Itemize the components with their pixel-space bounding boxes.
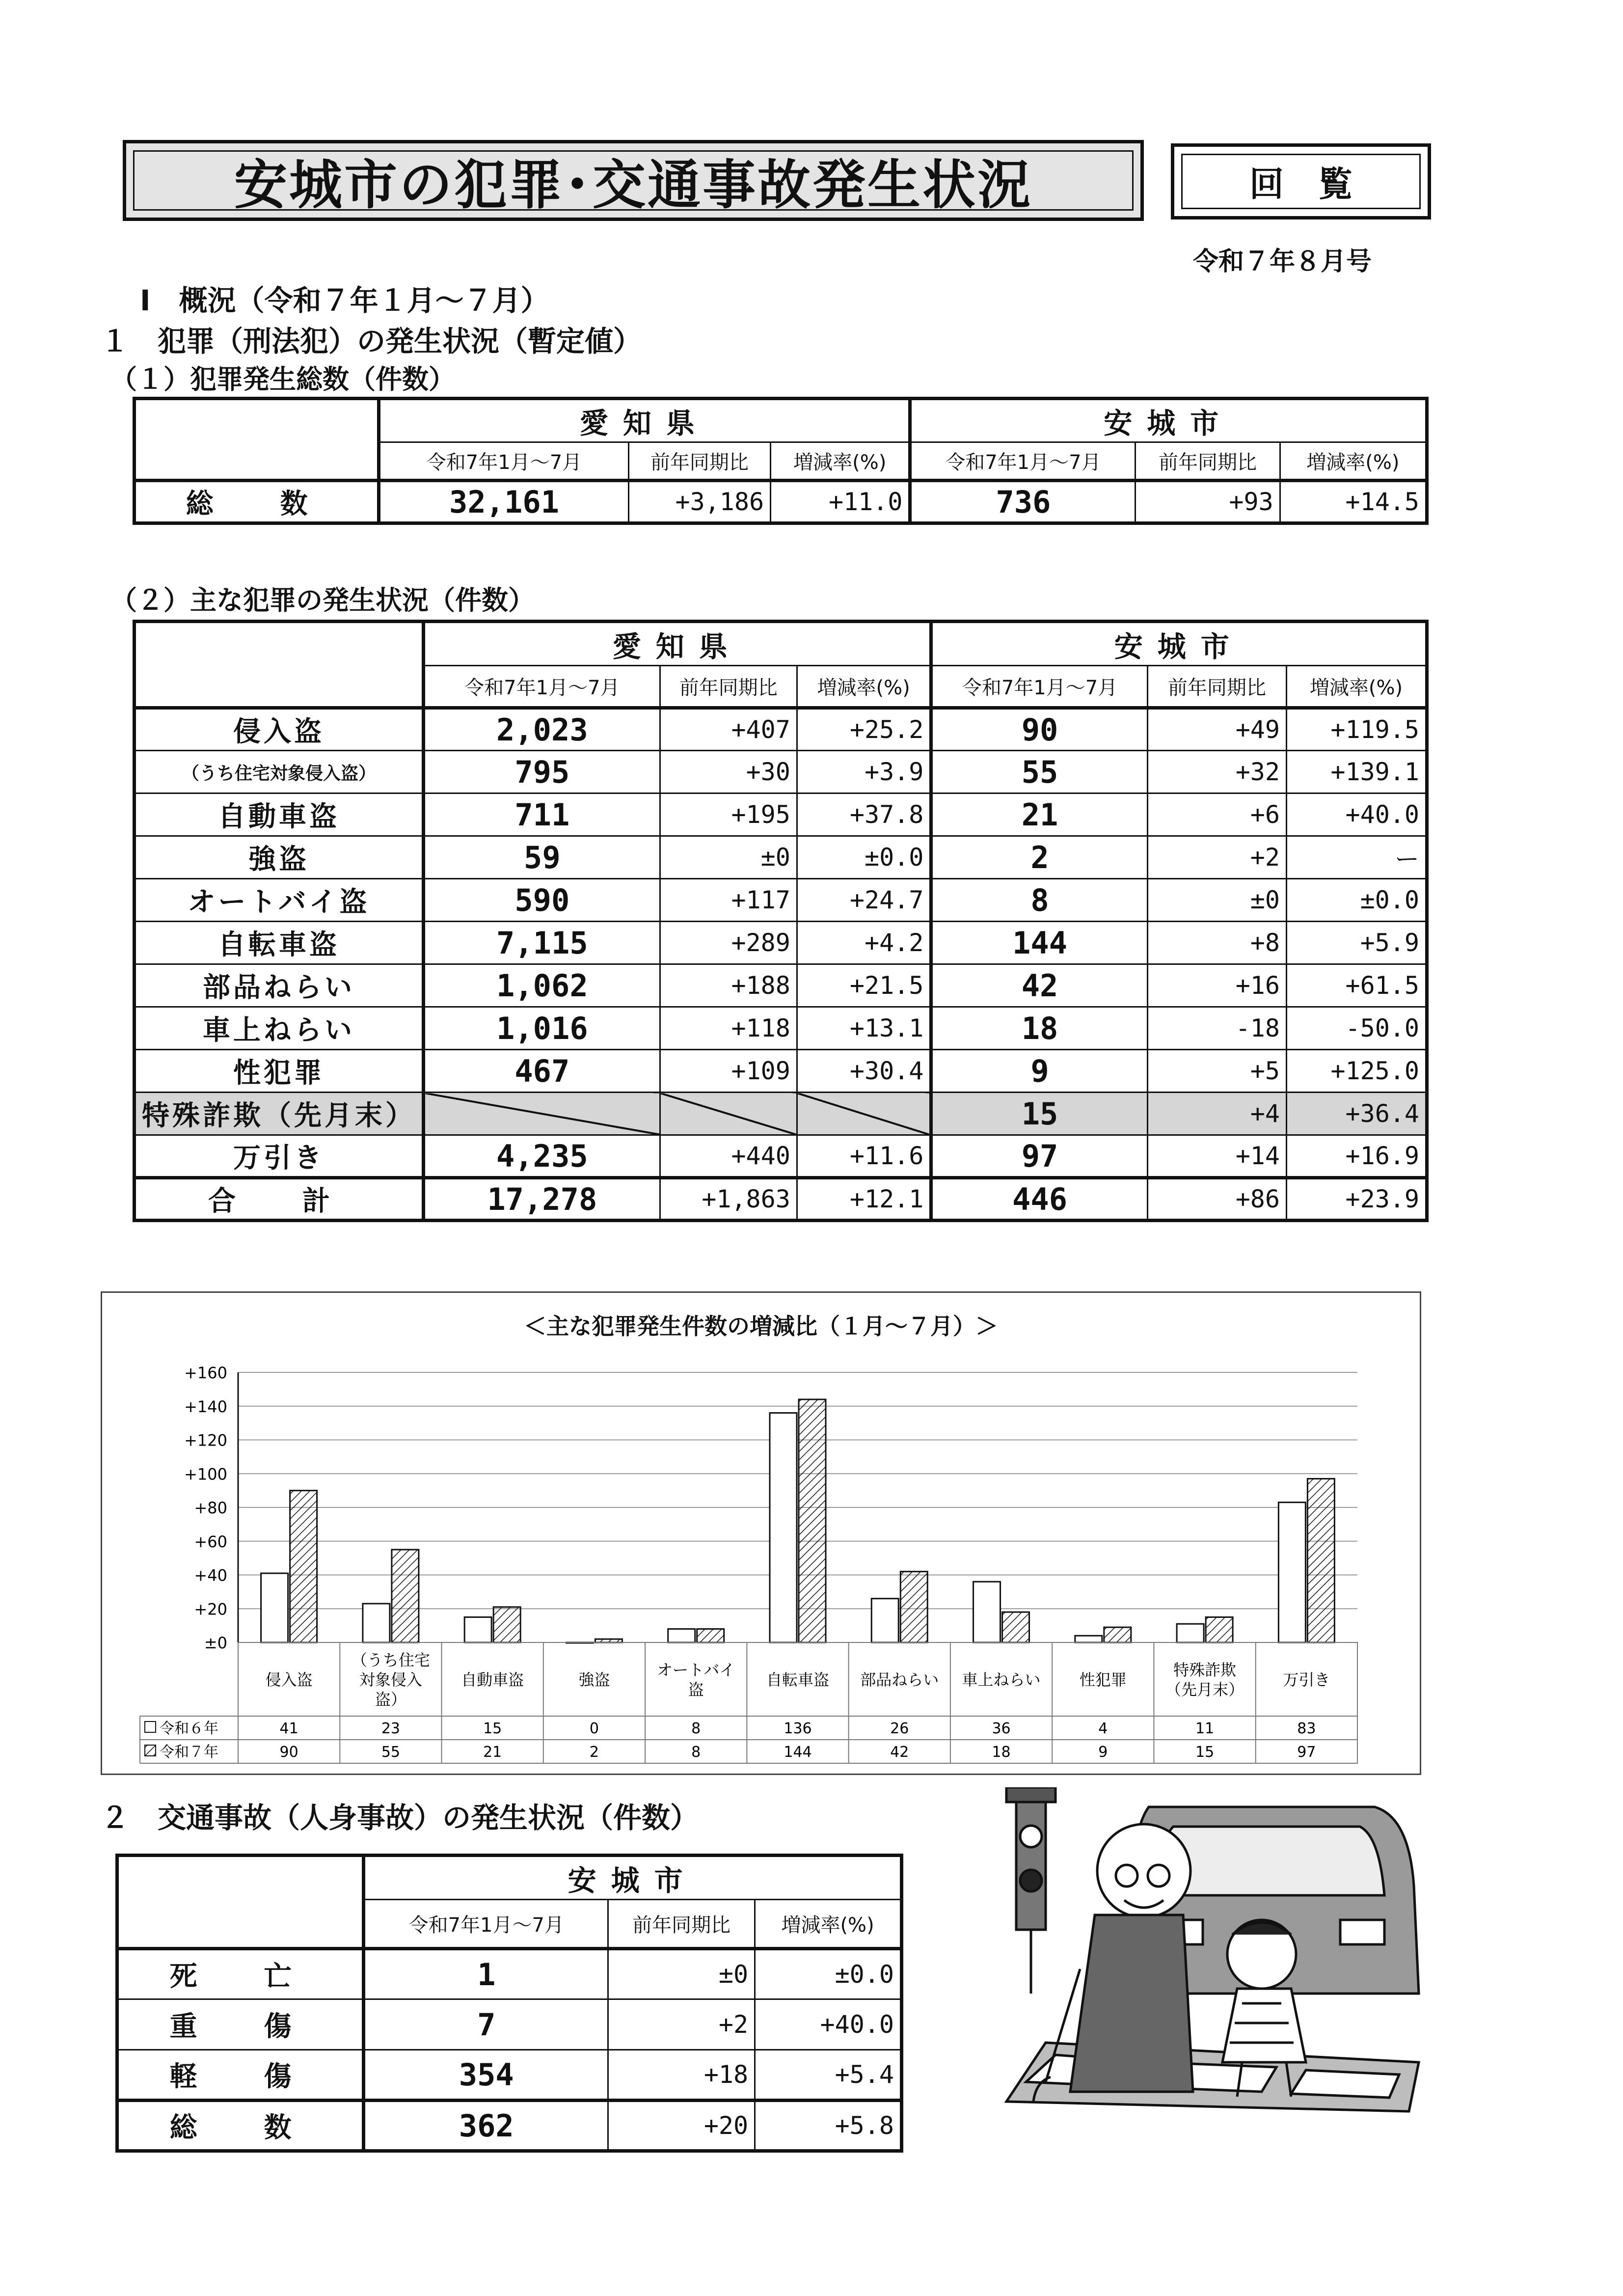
data-label: 21 bbox=[483, 1744, 502, 1761]
major-table-corner bbox=[135, 622, 424, 708]
data-label: 8 bbox=[691, 1744, 701, 1761]
traffic-accident-table bbox=[115, 1854, 903, 2153]
major-aichi-yoy: +118 bbox=[660, 1007, 797, 1050]
major-row-label: オートバイ盗 bbox=[135, 879, 424, 922]
total-anjo-count: 736 bbox=[910, 481, 1136, 523]
major-anjo-rate: +125.0 bbox=[1287, 1050, 1427, 1093]
major-aichi-rate: +12.1 bbox=[797, 1178, 931, 1221]
major-row-label: 性犯罪 bbox=[135, 1050, 424, 1093]
legend-swatch bbox=[145, 1722, 156, 1732]
major-anjo-count: 90 bbox=[931, 708, 1147, 751]
major-anjo-rate: +61.5 bbox=[1287, 964, 1427, 1007]
issue-date: 令和７年８月号 bbox=[1193, 247, 1372, 276]
major-aichi-rate: +30.4 bbox=[797, 1050, 931, 1093]
y-tick-label: +120 bbox=[184, 1431, 227, 1450]
major-aichi-yoy: +117 bbox=[660, 879, 797, 922]
category-label: 盗 bbox=[688, 1680, 704, 1699]
major-anjo-rate: +139.1 bbox=[1287, 751, 1427, 793]
traffic-row-label: 重 傷 bbox=[117, 1999, 364, 2050]
major-anjo-yoy: +5 bbox=[1147, 1050, 1286, 1093]
major-aichi-yoy: ±0 bbox=[660, 836, 797, 879]
major-aichi-rate: +3.9 bbox=[797, 751, 931, 793]
major-anjo-yoy: +6 bbox=[1147, 793, 1286, 836]
heading-total: （１）犯罪発生総数（件数） bbox=[110, 364, 455, 395]
major-row-label: 侵入盗 bbox=[135, 708, 424, 751]
major-aichi-rate: +4.2 bbox=[797, 922, 931, 964]
major-aichi-yoy: +195 bbox=[660, 793, 797, 836]
major-anjo-count: 8 bbox=[931, 879, 1147, 922]
major-anjo-yoy: +32 bbox=[1147, 751, 1286, 793]
major-row-label: 特殊詐欺（先月末） bbox=[135, 1093, 424, 1135]
y-tick-label: +140 bbox=[184, 1397, 227, 1416]
major-anjo-rate-header: 増減率(%) bbox=[1287, 666, 1427, 708]
traffic-row-label: 軽 傷 bbox=[117, 2050, 364, 2101]
major-aichi-count: 4,235 bbox=[424, 1135, 660, 1178]
data-label: 26 bbox=[890, 1720, 909, 1737]
major-anjo-rate: +23.9 bbox=[1287, 1178, 1427, 1221]
major-aichi-yoy: +440 bbox=[660, 1135, 797, 1178]
traffic-rate: +5.8 bbox=[755, 2101, 902, 2151]
traffic-rate-header: 増減率(%) bbox=[755, 1900, 902, 1949]
major-aichi-rate: +24.7 bbox=[797, 879, 931, 922]
total-label: 総 数 bbox=[135, 481, 379, 523]
major-anjo-count: 21 bbox=[931, 793, 1147, 836]
data-label: 41 bbox=[279, 1720, 298, 1737]
data-label: 136 bbox=[784, 1720, 812, 1737]
y-tick-label: +40 bbox=[194, 1566, 227, 1585]
traffic-rate: +40.0 bbox=[755, 1999, 902, 2050]
major-aichi-yoy: +109 bbox=[660, 1050, 797, 1093]
data-label: 97 bbox=[1297, 1744, 1316, 1761]
data-label: 90 bbox=[279, 1744, 298, 1761]
major-aichi-yoy: +188 bbox=[660, 964, 797, 1007]
heading-traffic: ２ 交通事故（人身事故）の発生状況（件数） bbox=[101, 1801, 699, 1834]
major-anjo-rate: +36.4 bbox=[1287, 1093, 1427, 1135]
data-label: 15 bbox=[483, 1720, 502, 1737]
y-tick-label: +80 bbox=[194, 1499, 227, 1517]
data-label: 23 bbox=[381, 1720, 401, 1737]
major-aichi-count: 1,062 bbox=[424, 964, 660, 1007]
total-anjo-header: 安城市 bbox=[910, 399, 1427, 442]
major-anjo-count: 55 bbox=[931, 751, 1147, 793]
major-aichi-rate-header: 増減率(%) bbox=[797, 666, 931, 708]
bar-r7 bbox=[697, 1629, 724, 1643]
total-anjo-rate: +14.5 bbox=[1280, 481, 1427, 523]
heading-crime: １ 犯罪（刑法犯）の発生状況（暫定値） bbox=[101, 325, 642, 358]
major-anjo-yoy: -18 bbox=[1147, 1007, 1286, 1050]
category-label: 侵入盗 bbox=[265, 1670, 313, 1689]
legend-swatch bbox=[145, 1745, 156, 1756]
major-anjo-yoy: ±0 bbox=[1147, 879, 1286, 922]
major-anjo-yoy: +49 bbox=[1147, 708, 1286, 751]
total-anjo-rate-header: 増減率(%) bbox=[1280, 442, 1427, 481]
category-label: （先月末） bbox=[1165, 1680, 1244, 1699]
category-label: 車上ねらい bbox=[962, 1670, 1041, 1689]
major-anjo-rate: +119.5 bbox=[1287, 708, 1427, 751]
major-aichi-yoy: +1,863 bbox=[660, 1178, 797, 1221]
circulation-box bbox=[1171, 143, 1431, 219]
major-aichi-rate: +37.8 bbox=[797, 793, 931, 836]
data-label: 11 bbox=[1195, 1720, 1215, 1737]
total-table-corner bbox=[135, 399, 379, 481]
major-aichi-header: 愛知県 bbox=[424, 622, 931, 666]
total-aichi-header: 愛知県 bbox=[379, 399, 910, 442]
title-box bbox=[123, 140, 1144, 221]
major-anjo-count: 97 bbox=[931, 1135, 1147, 1178]
category-label: 特殊詐欺 bbox=[1173, 1661, 1237, 1679]
traffic-count: 1 bbox=[364, 1949, 608, 1999]
major-aichi-rate: ±0.0 bbox=[797, 836, 931, 879]
category-label: 性犯罪 bbox=[1079, 1670, 1127, 1689]
major-aichi-yoy: +30 bbox=[660, 751, 797, 793]
y-tick-label: +20 bbox=[194, 1600, 227, 1619]
major-aichi-count: 795 bbox=[424, 751, 660, 793]
major-aichi-count: 1,016 bbox=[424, 1007, 660, 1050]
major-anjo-count: 15 bbox=[931, 1093, 1147, 1135]
category-label: （うち住宅 bbox=[351, 1651, 430, 1669]
total-aichi-period: 令和7年1月～7月 bbox=[379, 442, 628, 481]
major-aichi-rate: +11.6 bbox=[797, 1135, 931, 1178]
major-aichi-rate: +13.1 bbox=[797, 1007, 931, 1050]
traffic-yoy: +20 bbox=[608, 2101, 755, 2151]
major-anjo-count: 9 bbox=[931, 1050, 1147, 1093]
total-anjo-period: 令和7年1月～7月 bbox=[910, 442, 1136, 481]
traffic-count: 362 bbox=[364, 2101, 608, 2151]
chart-title: ＜主な犯罪発生件数の増減比（１月～７月）＞ bbox=[524, 1313, 998, 1339]
traffic-row-label: 総 数 bbox=[117, 2101, 364, 2151]
major-row-label: 車上ねらい bbox=[135, 1007, 424, 1050]
bar-r6 bbox=[261, 1573, 288, 1642]
data-label: 9 bbox=[1098, 1744, 1108, 1761]
crosswalk-elderly-child-illustration bbox=[987, 1787, 1429, 2121]
y-tick-label: +160 bbox=[184, 1364, 227, 1382]
major-anjo-header: 安城市 bbox=[931, 622, 1427, 666]
traffic-rate: +5.4 bbox=[755, 2050, 902, 2101]
bar-r7 bbox=[392, 1550, 419, 1642]
total-aichi-rate: +11.0 bbox=[771, 481, 910, 523]
major-aichi-count: 7,115 bbox=[424, 922, 660, 964]
traffic-yoy-header: 前年同期比 bbox=[608, 1900, 755, 1949]
page-title: 安城市の犯罪･交通事故発生状況 bbox=[234, 155, 1032, 216]
traffic-row-label: 死 亡 bbox=[117, 1949, 364, 1999]
bar-r7 bbox=[1206, 1617, 1233, 1642]
bar-r6 bbox=[464, 1617, 491, 1642]
major-anjo-yoy: +4 bbox=[1147, 1093, 1286, 1135]
major-aichi-count: 17,278 bbox=[424, 1178, 660, 1221]
major-aichi-yoy-header: 前年同期比 bbox=[660, 666, 797, 708]
major-anjo-rate: +16.9 bbox=[1287, 1135, 1427, 1178]
major-anjo-rate: +40.0 bbox=[1287, 793, 1427, 836]
bar-r6 bbox=[770, 1413, 797, 1643]
total-anjo-yoy: +93 bbox=[1136, 481, 1280, 523]
major-crime-table bbox=[133, 620, 1429, 1222]
major-anjo-yoy: +14 bbox=[1147, 1135, 1286, 1178]
total-anjo-yoy-header: 前年同期比 bbox=[1136, 442, 1280, 481]
data-label: 83 bbox=[1297, 1720, 1316, 1737]
crime-change-chart bbox=[101, 1291, 1421, 1775]
major-aichi-yoy: +407 bbox=[660, 708, 797, 751]
major-row-label: 合 計 bbox=[135, 1178, 424, 1221]
category-label: 対象侵入 bbox=[359, 1670, 422, 1689]
major-anjo-yoy: +2 bbox=[1147, 836, 1286, 879]
major-row-label: 自転車盗 bbox=[135, 922, 424, 964]
category-label: 強盗 bbox=[578, 1670, 610, 1689]
total-aichi-yoy: +3,186 bbox=[628, 481, 770, 523]
bar-r7 bbox=[595, 1639, 622, 1642]
major-row-label: 自動車盗 bbox=[135, 793, 424, 836]
data-label: 4 bbox=[1098, 1720, 1108, 1737]
heading-major: （２）主な犯罪の発生状況（件数） bbox=[110, 585, 535, 616]
major-anjo-count: 144 bbox=[931, 922, 1147, 964]
total-aichi-yoy-header: 前年同期比 bbox=[628, 442, 770, 481]
bar-r6 bbox=[1278, 1503, 1305, 1642]
traffic-anjo-header: 安城市 bbox=[364, 1856, 902, 1900]
major-anjo-count: 42 bbox=[931, 964, 1147, 1007]
circulation-label: 回覧 bbox=[1249, 164, 1387, 204]
category-label: オートバイ bbox=[657, 1661, 735, 1679]
major-aichi-yoy bbox=[660, 1093, 797, 1135]
bar-r7 bbox=[290, 1491, 317, 1642]
category-label: 部品ねらい bbox=[860, 1670, 939, 1689]
category-label: 自転車盗 bbox=[766, 1670, 830, 1689]
major-row-label: 万引き bbox=[135, 1135, 424, 1178]
major-aichi-count: 59 bbox=[424, 836, 660, 879]
data-label: 36 bbox=[992, 1720, 1011, 1737]
major-row-label: 強盗 bbox=[135, 836, 424, 879]
major-aichi-count: 590 bbox=[424, 879, 660, 922]
traffic-yoy: ±0 bbox=[608, 1949, 755, 1999]
major-row-label: （うち住宅対象侵入盗） bbox=[135, 751, 424, 793]
category-label: 万引き bbox=[1283, 1670, 1330, 1689]
traffic-yoy: +18 bbox=[608, 2050, 755, 2101]
major-aichi-count: 711 bbox=[424, 793, 660, 836]
data-label: 2 bbox=[589, 1744, 599, 1761]
heading-overview: Ⅰ 概況（令和７年１月～７月） bbox=[140, 284, 549, 317]
y-tick-label: +100 bbox=[184, 1465, 227, 1484]
bar-r7 bbox=[799, 1399, 826, 1642]
major-anjo-count: 446 bbox=[931, 1178, 1147, 1221]
bar-r7 bbox=[1002, 1612, 1029, 1642]
bar-r7 bbox=[493, 1607, 520, 1642]
major-anjo-rate: ±0.0 bbox=[1287, 879, 1427, 922]
major-aichi-period: 令和7年1月～7月 bbox=[424, 666, 660, 708]
major-aichi-rate: +21.5 bbox=[797, 964, 931, 1007]
major-anjo-count: 2 bbox=[931, 836, 1147, 879]
bar-r6 bbox=[1075, 1636, 1102, 1642]
total-crime-table bbox=[133, 397, 1429, 525]
category-label: 自動車盗 bbox=[461, 1670, 524, 1689]
major-row-label: 部品ねらい bbox=[135, 964, 424, 1007]
data-label: 15 bbox=[1195, 1744, 1215, 1761]
y-tick-label: +60 bbox=[194, 1532, 227, 1551]
traffic-yoy: +2 bbox=[608, 1999, 755, 2050]
data-label: 55 bbox=[381, 1744, 401, 1761]
y-tick-label: ±0 bbox=[204, 1634, 227, 1652]
major-aichi-rate bbox=[797, 1093, 931, 1135]
traffic-period-header: 令和7年1月～7月 bbox=[364, 1900, 608, 1949]
major-anjo-yoy: +8 bbox=[1147, 922, 1286, 964]
data-label: 144 bbox=[784, 1744, 812, 1761]
major-aichi-count bbox=[424, 1093, 660, 1135]
legend-label: 令和７年 bbox=[160, 1744, 218, 1761]
major-anjo-yoy-header: 前年同期比 bbox=[1147, 666, 1286, 708]
major-anjo-count: 18 bbox=[931, 1007, 1147, 1050]
major-anjo-yoy: +16 bbox=[1147, 964, 1286, 1007]
major-aichi-count: 467 bbox=[424, 1050, 660, 1093]
major-aichi-count: 2,023 bbox=[424, 708, 660, 751]
bar-r7 bbox=[900, 1572, 927, 1642]
data-label: 42 bbox=[890, 1744, 909, 1761]
bar-r7 bbox=[1307, 1479, 1334, 1642]
traffic-rate: ±0.0 bbox=[755, 1949, 902, 1999]
major-anjo-period: 令和7年1月～7月 bbox=[931, 666, 1147, 708]
bar-r6 bbox=[871, 1599, 898, 1642]
bar-r6 bbox=[668, 1629, 695, 1643]
data-label: 0 bbox=[589, 1720, 599, 1737]
major-aichi-yoy: +289 bbox=[660, 922, 797, 964]
category-label: 盗） bbox=[375, 1690, 406, 1709]
major-anjo-rate: ー bbox=[1287, 836, 1427, 879]
total-aichi-count: 32,161 bbox=[379, 481, 628, 523]
bar-r6 bbox=[974, 1582, 1001, 1642]
data-label: 8 bbox=[691, 1720, 701, 1737]
major-anjo-rate: -50.0 bbox=[1287, 1007, 1427, 1050]
legend-label: 令和６年 bbox=[160, 1720, 218, 1737]
major-anjo-rate: +5.9 bbox=[1287, 922, 1427, 964]
major-aichi-rate: +25.2 bbox=[797, 708, 931, 751]
total-aichi-rate-header: 増減率(%) bbox=[771, 442, 910, 481]
traffic-count: 7 bbox=[364, 1999, 608, 2050]
bar-r6 bbox=[1177, 1624, 1204, 1642]
traffic-count: 354 bbox=[364, 2050, 608, 2101]
data-label: 18 bbox=[992, 1744, 1011, 1761]
major-anjo-yoy: +86 bbox=[1147, 1178, 1286, 1221]
traffic-table-corner bbox=[117, 1856, 364, 1949]
bar-r6 bbox=[363, 1604, 390, 1642]
bar-r7 bbox=[1104, 1627, 1131, 1642]
